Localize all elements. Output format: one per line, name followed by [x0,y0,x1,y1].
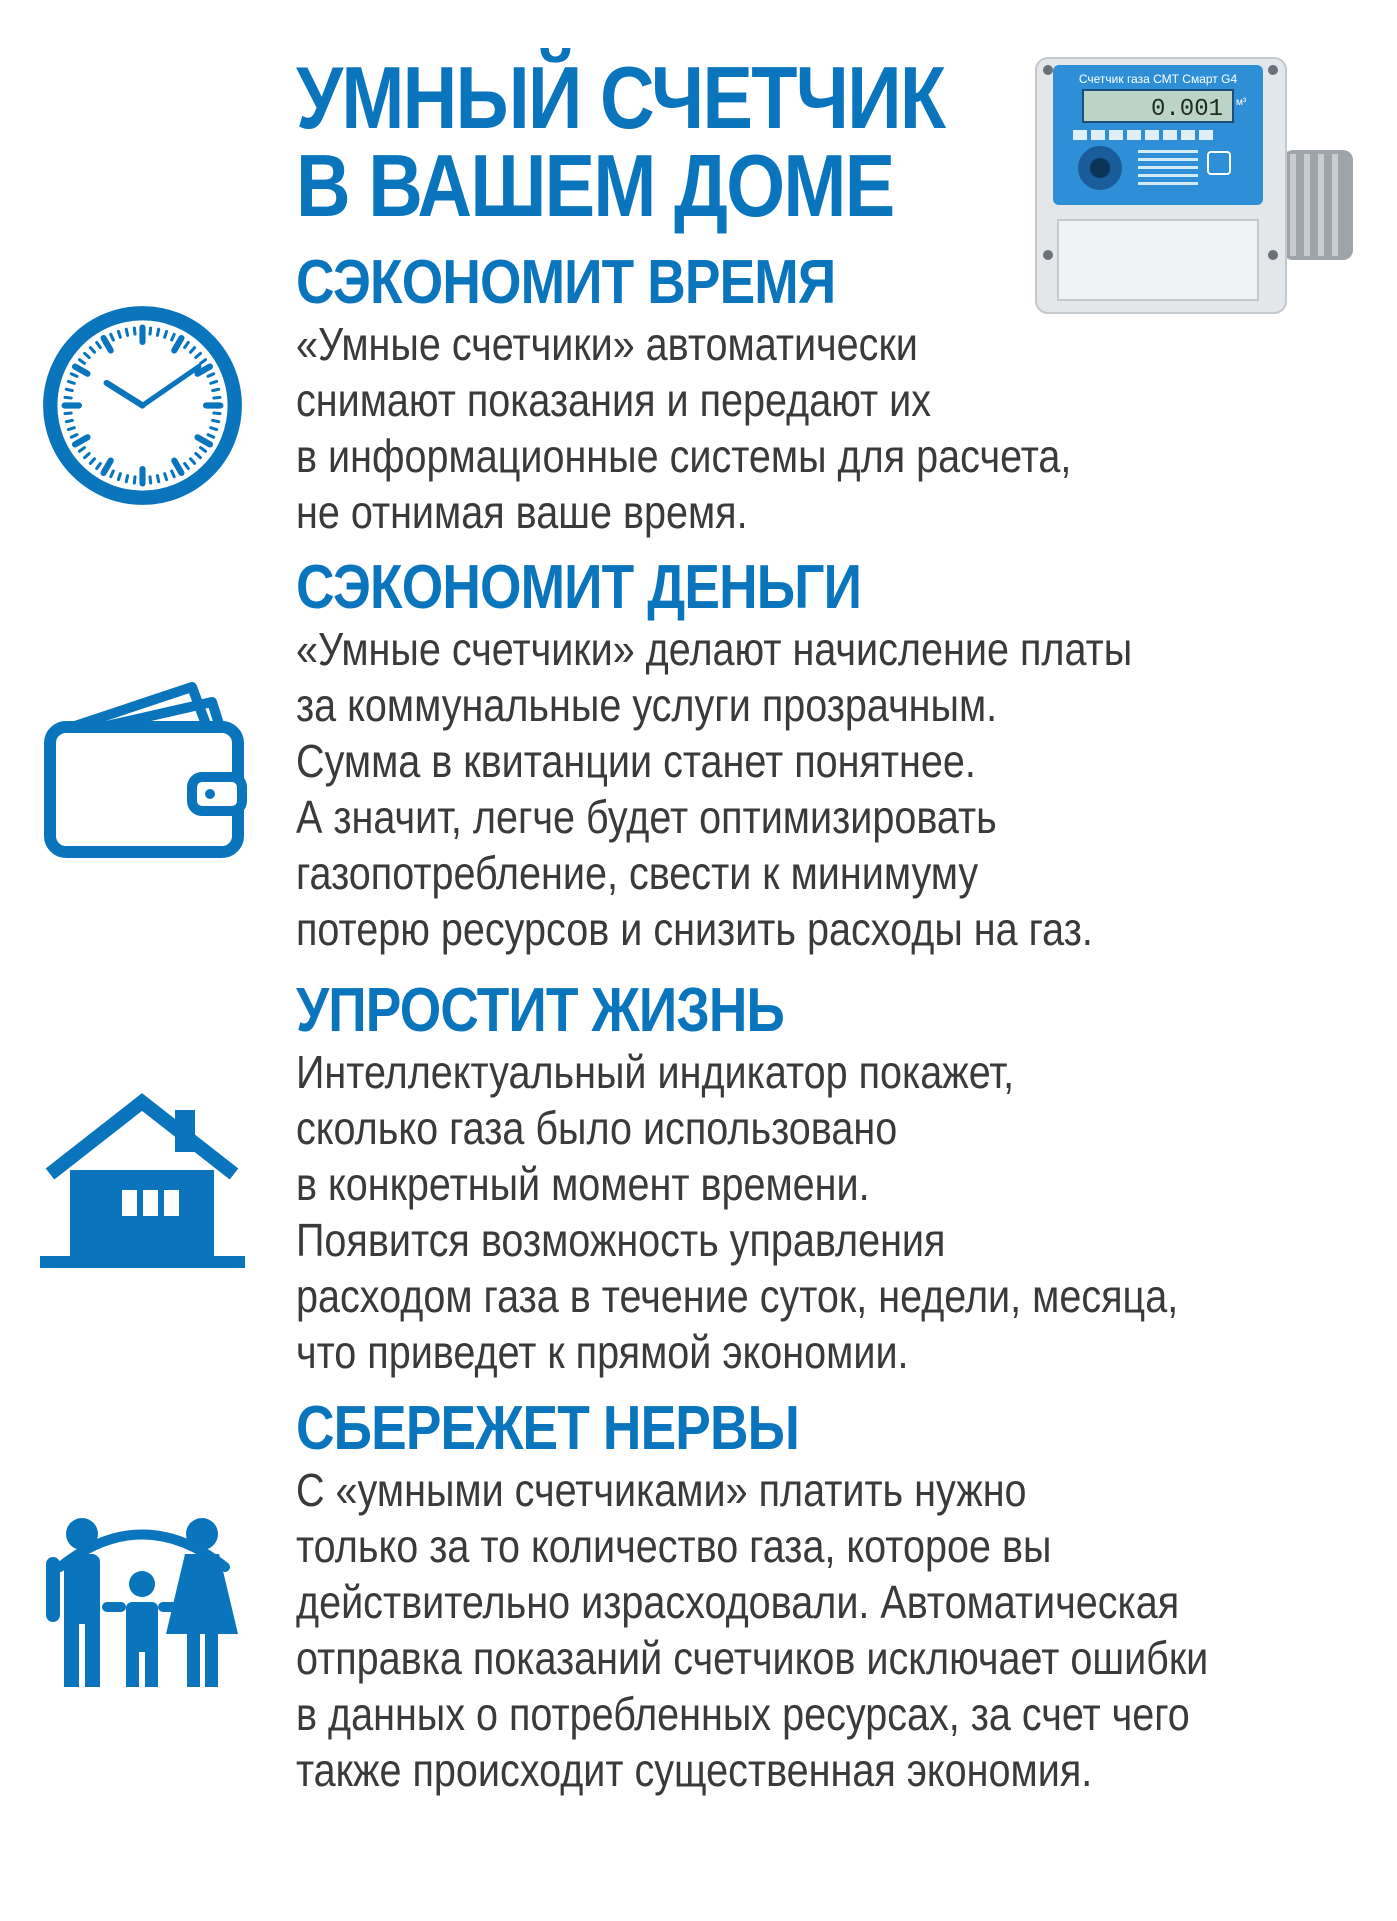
clock-tick [198,437,210,444]
clock-tick [191,348,195,353]
clock-tick [157,476,158,482]
clock-tick [196,454,201,458]
section-heading-money: СЭКОНОМИТ ДЕНЬГИ [296,553,862,622]
clock-tick [211,381,217,383]
text-line: действительно израсходовали. Автоматическая [296,1576,1180,1628]
text-line: за коммунальные услуги прозрачным. [296,679,998,731]
clock-tick [208,435,214,438]
clock-tick [174,461,181,473]
clock-tick [118,474,120,480]
clock-tick [126,476,127,482]
clock-tick [191,459,195,464]
clock-tick [68,428,74,430]
clock-tick [79,360,84,364]
clock-tick [185,342,189,347]
clock-tick [165,474,167,480]
clock-tick [97,342,101,347]
clock-tick [65,397,71,398]
clock-tick [118,331,120,337]
clock-tick [75,437,87,444]
text-line: Сумма в квитанции станет понятнее. [296,735,976,787]
clock-tick [211,428,217,430]
meter-reading: 0.001 [1150,96,1223,123]
section-text-nerves [296,1462,1208,1798]
clock-tick [172,334,175,340]
clock-tick [213,420,219,421]
text-line: Появится возможность управления [296,1214,946,1266]
meter-unit: м³ [1236,97,1247,108]
clock-tick [214,413,220,414]
text-line: Интеллектуальный индикатор покажет, [296,1046,1015,1098]
page-title-line-1: УМНЫЙ СЧЕТЧИК [296,48,945,147]
text-line: также происходит существенная экономия. [296,1744,1093,1796]
section-text-time [296,316,1071,540]
page-title [296,48,945,235]
clock-tick [111,334,114,340]
clock-tick [201,360,206,364]
section-text-money [296,621,1132,957]
text-line: в конкретный момент времени. [296,1158,870,1210]
text-line: не отнимая ваше время. [296,486,748,538]
clock-tick [208,374,214,377]
clock-tick [65,413,71,414]
section-text-life [296,1044,1178,1380]
text-line: сколько газа было использовано [296,1102,898,1154]
meter-label: Счетчик газа СМТ Смарт G4 [1078,72,1238,86]
clock-tick [111,471,114,477]
clock-tick [66,389,72,390]
clock-tick [97,464,101,469]
clock-tick [90,459,94,464]
page-title-line-2: В ВАШЕМ ДОМЕ [296,136,894,235]
clock-tick [71,435,77,438]
section-heading-time: СЭКОНОМИТ ВРЕМЯ [296,248,836,317]
text-line: С «умными счетчиками» платить нужно [296,1464,1027,1516]
clock-tick [71,374,77,377]
text-line: что приведет к прямой экономии. [296,1326,909,1378]
clock-tick [85,454,90,458]
clock-tick [68,381,74,383]
section-heading-life: УПРОСТИТ ЖИЗНЬ [296,976,784,1045]
gas-meter-image [1028,50,1358,320]
text-line: только за то количество газа, которое вы [296,1520,1052,1572]
text-line: газопотребление, свести к минимуму [296,847,979,899]
clock-tick [213,389,219,390]
wallet-icon [42,682,247,862]
clock-tick [90,348,94,353]
clock-tick [104,461,111,473]
text-line: в данных о потребленных ресурсах, за счет чего [296,1688,1190,1740]
clock-tick [174,338,181,350]
clock-tick [196,353,201,357]
text-line: снимают показания и передают их [296,374,932,426]
text-line: «Умные счетчики» делают начисление платы [296,623,1133,675]
clock-tick [75,367,87,374]
clock-tick [150,477,151,483]
clock-tick [134,328,135,334]
clock-tick [126,329,127,335]
clock-icon [40,303,245,508]
section-heading-nerves: СБЕРЕЖЕТ НЕРВЫ [296,1394,799,1463]
text-line: в информационные системы для расчета, [296,430,1072,482]
clock-tick [165,331,167,337]
clock-tick [79,448,84,452]
text-line: расходом газа в течение суток, недели, месяца, [296,1270,1179,1322]
clock-tick [66,420,72,421]
clock-tick [157,329,158,335]
text-line: «Умные счетчики» автоматически [296,318,918,370]
text-line: А значит, легче будет оптимизировать [296,791,997,843]
clock-tick [104,338,111,350]
text-line: потерю ресурсов и снизить расходы на газ. [296,903,1093,955]
house-icon [40,1092,245,1272]
clock-tick [172,471,175,477]
family-icon [40,1512,245,1692]
clock-tick [214,397,220,398]
text-line: отправка показаний счетчиков исключает ошибки [296,1632,1209,1684]
clock-tick [85,353,90,357]
clock-tick [201,448,206,452]
clock-tick [185,464,189,469]
clock-tick [134,477,135,483]
clock-tick [150,328,151,334]
